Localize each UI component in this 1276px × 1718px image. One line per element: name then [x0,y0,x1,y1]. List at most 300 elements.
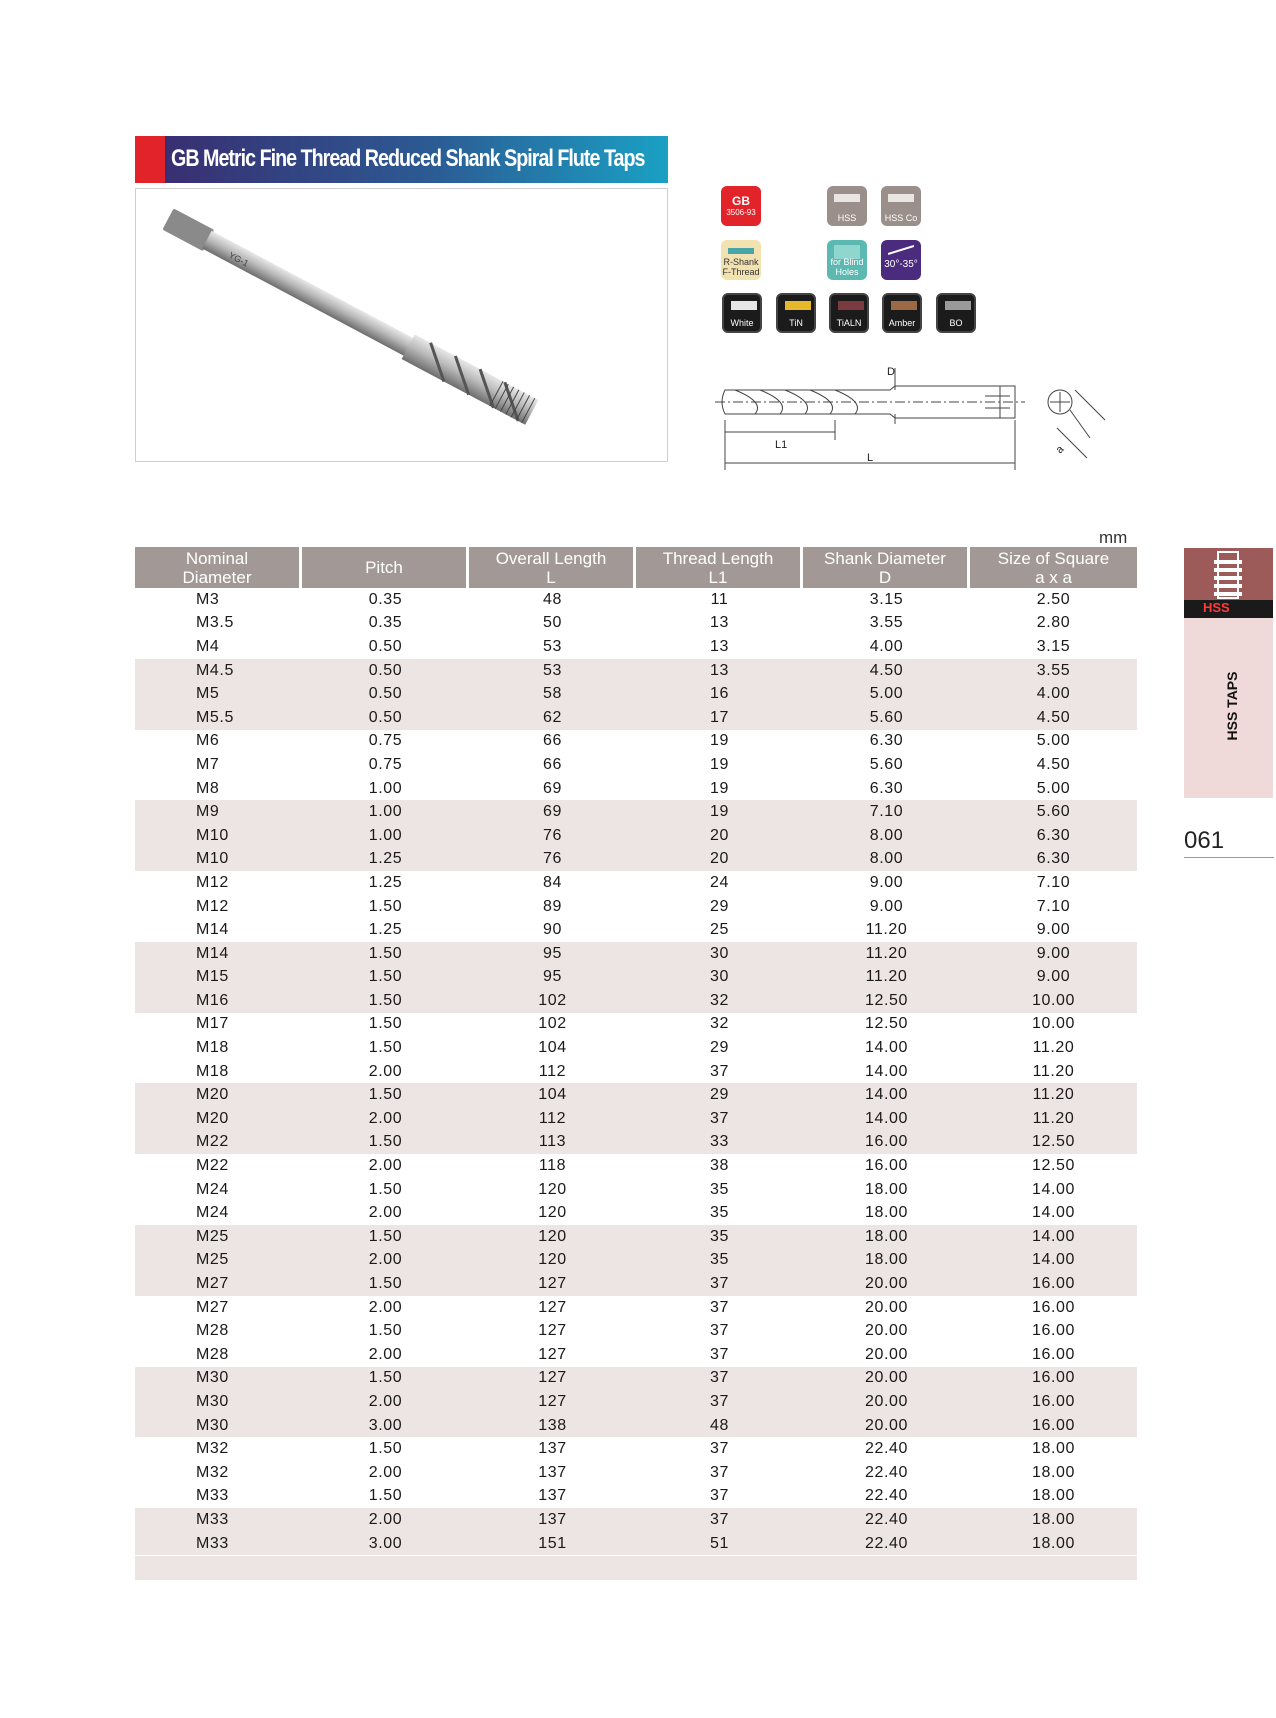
table-row [135,1272,1137,1296]
table-cell: M10 [135,848,302,872]
col-size-of-square [970,547,1137,588]
table-cell: 137 [469,1508,636,1532]
table-cell: M12 [196,897,229,915]
table-cell: 12.50 [803,989,970,1013]
table-cell: 127 [469,1390,636,1414]
table-cell: 62 [469,706,636,730]
table-cell: 38 [710,1157,729,1175]
table-row [135,1343,1137,1367]
table-cell: 9.00 [869,897,904,915]
tab-hss-label: HSS [1203,600,1230,615]
table-cell: 11.20 [1032,1039,1075,1057]
table-cell: 13 [710,614,729,632]
table-row [135,730,1137,754]
unit-label: mm [1099,528,1128,547]
table-cell: 1.50 [368,1039,403,1057]
coating-tin-label: TiN [789,318,803,328]
table-cell: M20 [135,1083,302,1107]
table-cell: 137 [538,1440,567,1458]
table-cell: 127 [469,1367,636,1391]
table-row [135,1249,1137,1273]
header-line1: Pitch [365,558,403,577]
table-cell: M33 [135,1508,302,1532]
table-row [135,1201,1137,1225]
table-cell: 16.00 [864,1157,909,1175]
table-cell: 20.00 [864,1298,909,1316]
table-cell: 2.00 [302,1107,469,1131]
table-cell: 29 [636,1083,803,1107]
tap-thread-icon [1184,548,1273,600]
table-cell: M18 [196,1062,229,1080]
table-cell: 18.00 [803,1249,970,1273]
table-cell: 127 [538,1298,567,1316]
table-cell: 32 [710,1015,729,1033]
table-row [135,1083,1137,1107]
tap-image [136,189,667,461]
table-footer-band [135,1556,1137,1580]
table-cell: 1.50 [302,1131,469,1155]
table-cell: 18.00 [864,1180,909,1198]
table-row [135,777,1137,801]
table-cell: 32 [636,989,803,1013]
table-cell: 4.00 [869,637,904,655]
table-cell: 127 [538,1322,567,1340]
table-cell: 95 [469,966,636,990]
table-cell: 2.00 [368,1345,403,1363]
table-cell: 12.50 [970,1131,1137,1155]
table-cell: 20.00 [803,1272,970,1296]
table-cell: 8.00 [803,848,970,872]
table-cell: 22.40 [864,1487,909,1505]
table-cell: 7.10 [1036,873,1071,891]
helix-icon [888,245,914,255]
table-cell: 16.00 [1031,1345,1076,1363]
table-cell: 19 [710,779,729,797]
table-cell: M32 [196,1440,229,1458]
table-cell: 5.00 [803,682,970,706]
table-cell: 16.00 [970,1272,1137,1296]
table-cell: M5 [135,682,302,706]
table-row [135,1107,1137,1131]
table-cell: 6.30 [869,732,904,750]
table-cell: 14.00 [803,1107,970,1131]
table-cell: 1.50 [368,1322,403,1340]
table-cell: 11.20 [970,1083,1137,1107]
table-cell: 1.50 [368,1180,403,1198]
page-title: GB Metric Fine Thread Reduced Shank Spiral Flute Taps [171,145,645,172]
table-cell: M24 [196,1180,229,1198]
table-cell: 37 [710,1345,729,1363]
table-cell: 1.25 [368,921,403,939]
coating-white-label: White [730,318,754,328]
table-cell: M20 [135,1107,302,1131]
table-cell: 20.00 [803,1390,970,1414]
dimension-drawing [715,360,1115,475]
table-cell: 66 [543,755,562,773]
table-cell: 2.00 [302,1249,469,1273]
table-cell: 53 [469,659,636,683]
table-cell: 1.25 [302,848,469,872]
table-cell: M9 [135,800,302,824]
coating-amber-badge [882,293,922,333]
table-cell: 120 [469,1225,636,1249]
gb-standard-badge [721,186,761,226]
table-cell: M4 [196,637,220,655]
table-cell: 20 [636,848,803,872]
table-row [135,966,1137,990]
table-cell: 11.20 [865,921,908,939]
coating-bo-label: BO [949,318,963,328]
table-cell: 1.25 [368,873,403,891]
blind-holes-badge [827,240,867,280]
table-cell: 3.15 [869,590,904,608]
table-cell: 3.55 [869,614,904,632]
table-cell: 1.50 [368,1487,403,1505]
spec-table-body [135,588,1137,1555]
table-cell: M25 [135,1225,302,1249]
table-cell: 18.00 [1031,1487,1076,1505]
table-cell: M28 [196,1345,229,1363]
table-row [135,1508,1137,1532]
table-cell: M14 [135,942,302,966]
table-cell: M25 [135,1249,302,1273]
table-cell: 89 [543,897,562,915]
table-row [135,1296,1137,1320]
table-cell: 18.00 [864,1204,909,1222]
table-row [135,1461,1137,1485]
table-cell: 9.00 [1036,921,1071,939]
table-cell: M24 [196,1204,229,1222]
table-cell: 104 [538,1039,567,1057]
table-cell: M6 [196,732,220,750]
table-cell: 69 [543,779,562,797]
table-cell: 6.30 [970,824,1137,848]
table-cell: M33 [196,1487,229,1505]
section-tab [1184,548,1273,798]
table-cell: 20.00 [803,1367,970,1391]
table-cell: 37 [710,1062,729,1080]
table-row [135,659,1137,683]
table-cell: 1.50 [368,1440,403,1458]
header-line2: Diameter [182,567,252,587]
table-cell: 16.00 [803,1131,970,1155]
table-cell: 1.50 [302,1367,469,1391]
table-cell: 11.20 [1032,1062,1075,1080]
table-cell: 14.00 [970,1249,1137,1273]
table-cell: 16.00 [970,1367,1137,1391]
table-cell: 2.50 [1036,590,1071,608]
table-row [135,635,1137,659]
table-cell: M32 [196,1463,229,1481]
table-cell: 50 [543,614,562,632]
table-cell: 37 [636,1272,803,1296]
table-cell: 10.00 [1031,1015,1076,1033]
tool-marking: YG-1 [227,249,251,269]
table-cell: M10 [135,824,302,848]
header-line2: L [546,567,556,587]
table-cell: 2.00 [302,1390,469,1414]
table-cell: 0.75 [368,732,403,750]
table-cell: 1.50 [302,989,469,1013]
table-cell: 37 [710,1322,729,1340]
table-cell: 22.40 [803,1508,970,1532]
table-cell: 4.50 [803,659,970,683]
table-cell: 18.00 [970,1508,1137,1532]
table-row [135,682,1137,706]
table-cell: 14.00 [864,1062,909,1080]
gb-badge-number: 3506-93 [726,208,756,217]
table-cell: 66 [543,732,562,750]
table-cell: 3.00 [302,1414,469,1438]
table-cell: 19 [710,755,729,773]
table-row [135,1367,1137,1391]
table-cell: 35 [636,1249,803,1273]
hss-co-material-badge [881,186,921,226]
table-cell: 1.00 [302,800,469,824]
header-line2: a x a [1035,567,1072,587]
table-cell: 16.00 [1031,1298,1076,1316]
table-cell: M3 [196,590,220,608]
table-cell: 37 [710,1487,729,1505]
table-row [135,1225,1137,1249]
hss-badge-label: HSS [837,213,857,223]
col-overall-length [469,547,636,588]
table-cell: 37 [710,1463,729,1481]
table-cell: 120 [469,1249,636,1273]
table-row [135,1390,1137,1414]
table-cell: 6.30 [970,848,1137,872]
table-cell: 4.50 [970,706,1137,730]
table-cell: M17 [196,1015,229,1033]
table-cell: 2.00 [302,1508,469,1532]
coating-white-badge [722,293,762,333]
table-cell: 13 [636,659,803,683]
table-row [135,706,1137,730]
table-cell: 2.00 [368,1157,403,1175]
table-cell: M22 [135,1131,302,1155]
table-cell: M28 [196,1322,229,1340]
table-cell: M30 [135,1367,302,1391]
table-cell: 69 [469,800,636,824]
table-cell: M15 [135,966,302,990]
table-cell: 35 [710,1180,729,1198]
table-cell: M8 [196,779,220,797]
table-cell: 18.00 [970,1532,1137,1556]
header-line2: L1 [708,567,728,587]
table-cell: 30 [636,942,803,966]
table-cell: 18.00 [1031,1440,1076,1458]
table-row [135,612,1137,636]
hss-co-badge-label: HSS Co [884,213,918,223]
table-cell: 20.00 [864,1322,909,1340]
table-row [135,895,1137,919]
table-row [135,1036,1137,1060]
table-cell: M27 [135,1272,302,1296]
header-line2: D [878,567,892,587]
table-cell: 11.20 [970,1107,1137,1131]
table-cell: 16.00 [1031,1322,1076,1340]
table-cell: 120 [538,1204,567,1222]
table-cell: 2.00 [368,1463,403,1481]
table-cell: 14.00 [803,1083,970,1107]
table-row [135,1485,1137,1509]
table-row [135,1437,1137,1461]
table-cell: 33 [636,1131,803,1155]
table-row [135,800,1137,824]
table-cell: 5.60 [869,755,904,773]
table-cell: 18.00 [1031,1463,1076,1481]
header-line1: Overall Length [495,548,607,568]
coating-tialn-badge [829,293,869,333]
table-row [135,918,1137,942]
table-cell: 1.00 [368,779,403,797]
table-cell: 29 [710,1039,729,1057]
table-cell: 25 [710,921,729,939]
table-cell: 0.50 [302,706,469,730]
title-banner [135,136,668,183]
tab-section-label: HSS TAPS [1224,671,1240,741]
table-cell: M14 [196,921,229,939]
table-cell: 8.00 [803,824,970,848]
table-cell: 12.50 [864,1015,909,1033]
table-cell: 30 [636,966,803,990]
header-line1: Shank Diameter [824,548,946,568]
table-row [135,1013,1137,1037]
table-cell: 120 [538,1180,567,1198]
table-row [135,1414,1137,1438]
table-cell: 37 [710,1440,729,1458]
table-cell: 11.20 [803,942,970,966]
table-cell: 48 [636,1414,803,1438]
coating-bo-badge [936,293,976,333]
table-cell: 37 [710,1298,729,1316]
table-cell: 11 [710,590,729,608]
table-cell: 76 [469,824,636,848]
table-cell: 1.50 [302,942,469,966]
table-cell: M30 [135,1390,302,1414]
table-row [135,1178,1137,1202]
table-cell: 16.00 [970,1414,1137,1438]
table-cell: 9.00 [869,873,904,891]
table-cell: 102 [469,989,636,1013]
table-cell: 113 [469,1131,636,1155]
col-thread-length [636,547,803,588]
page-number-rule [1184,857,1274,858]
table-cell: 127 [538,1345,567,1363]
table-cell: 14.00 [1031,1204,1076,1222]
table-row [135,942,1137,966]
table-cell: M3.5 [196,614,234,632]
table-cell: 3.55 [970,659,1137,683]
title-accent [135,136,165,183]
table-row [135,1532,1137,1556]
table-cell: 48 [543,590,562,608]
table-cell: 1.50 [302,1083,469,1107]
table-cell: 53 [543,637,562,655]
table-cell: 16.00 [970,1390,1137,1414]
table-cell: 1.00 [302,824,469,848]
blind-holes-line2: Holes [835,267,859,277]
table-cell: 14.00 [970,1225,1137,1249]
label-d: D [887,366,895,378]
table-cell: 9.00 [970,942,1137,966]
table-cell: 20 [636,824,803,848]
table-cell: M27 [196,1298,229,1316]
r-shank-line1: R-Shank [723,257,759,267]
table-cell: 6.30 [869,779,904,797]
table-cell: 0.50 [368,637,403,655]
table-cell: M7 [196,755,220,773]
table-cell: 22.40 [864,1463,909,1481]
table-cell: 17 [636,706,803,730]
table-cell: 1.50 [302,1225,469,1249]
table-cell: 0.50 [302,659,469,683]
table-cell: 1.50 [368,1015,403,1033]
r-shank-badge [721,240,761,280]
table-cell: 5.60 [803,706,970,730]
r-shank-line2: F-Thread [722,267,760,277]
table-cell: M4.5 [135,659,302,683]
table-cell: M16 [135,989,302,1013]
table-cell: 20.00 [803,1414,970,1438]
table-cell: 13 [710,637,729,655]
table-cell: 16 [636,682,803,706]
table-row [135,989,1137,1013]
table-cell: 19 [636,800,803,824]
spec-table [135,547,1137,1555]
table-cell: 151 [469,1532,636,1556]
table-cell: M5.5 [135,706,302,730]
table-cell: 137 [538,1487,567,1505]
table-cell: 2.80 [1036,614,1071,632]
table-cell: 9.00 [970,966,1137,990]
col-pitch [302,547,469,588]
table-cell: 5.00 [1036,779,1071,797]
table-cell: 2.00 [368,1062,403,1080]
table-cell: 0.35 [368,590,403,608]
table-cell: 1.50 [302,1272,469,1296]
table-cell: 112 [538,1062,567,1080]
table-cell: 1.50 [368,897,403,915]
table-cell: 5.00 [1036,732,1071,750]
product-photo [135,188,668,462]
table-cell: 35 [710,1204,729,1222]
header-line1: Size of Square [997,548,1110,568]
table-cell: 138 [469,1414,636,1438]
blind-holes-line1: for Blind [830,257,864,267]
coating-tin-badge [776,293,816,333]
table-cell: 19 [710,732,729,750]
table-cell: 5.60 [970,800,1137,824]
table-cell: 58 [469,682,636,706]
coating-amber-label: Amber [888,318,916,328]
hss-material-badge [827,186,867,226]
table-cell: 20.00 [864,1345,909,1363]
table-cell: 0.35 [368,614,403,632]
table-cell: 2.00 [368,1298,403,1316]
table-cell: 102 [538,1015,567,1033]
col-shank-diameter [803,547,970,588]
table-row [135,1154,1137,1178]
table-cell: 51 [636,1532,803,1556]
table-cell: 7.10 [1036,897,1071,915]
helix-angle-badge [881,240,921,280]
header-line1: Nominal [185,548,249,568]
table-cell: 104 [469,1083,636,1107]
gb-badge-label: GB [732,194,750,208]
table-cell: 14.00 [1031,1180,1076,1198]
table-cell: 24 [710,873,729,891]
